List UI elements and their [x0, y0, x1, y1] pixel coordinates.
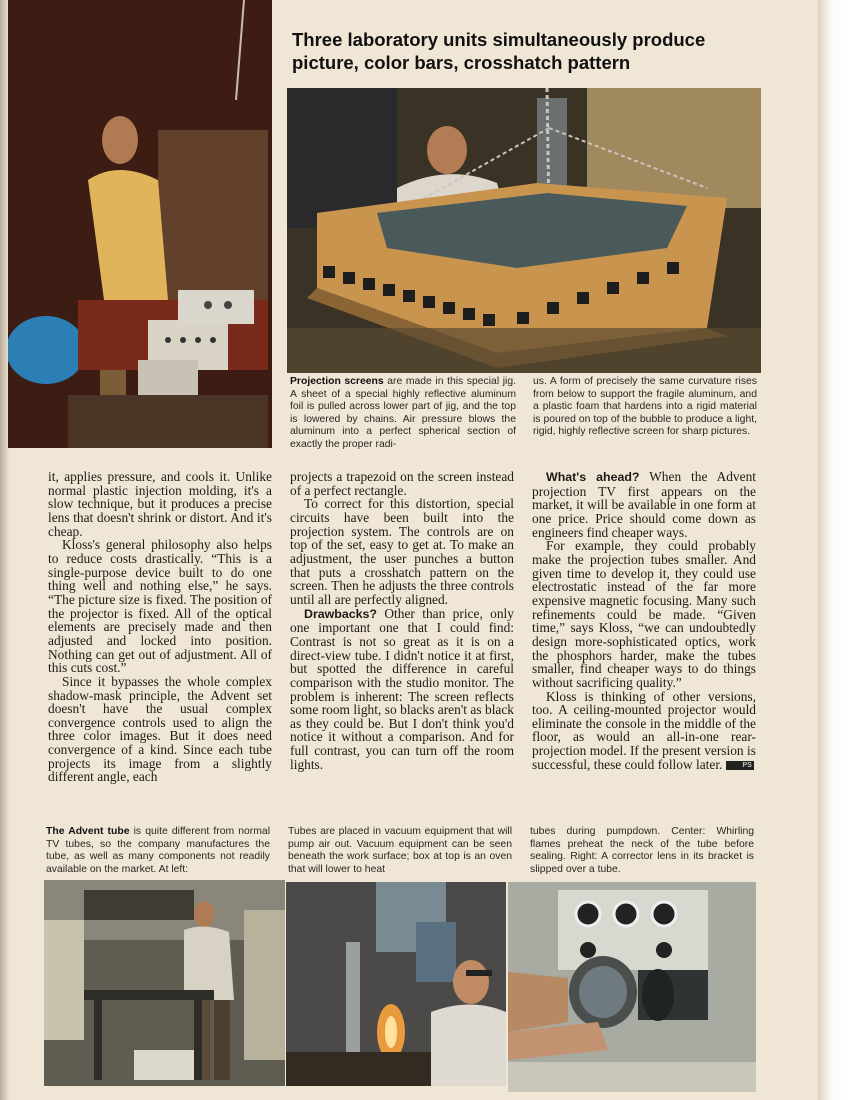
- body-column-3: [532, 470, 756, 771]
- body-col3-para-3-text: Kloss is thinking of other versions, too. A ceiling-mounted projector would eliminate the console in the middle of the floor, as would an all-in-one rear-projection model. If the present version is successful, these could follow later.: [532, 688, 756, 772]
- body-column-1: [48, 470, 272, 784]
- caption-advent-col2: [288, 826, 512, 876]
- caption-projection-lead: Projection screens: [290, 376, 384, 387]
- photo-whirling-flames-art: [286, 882, 506, 1086]
- headline: Three laboratory units simultaneously produce picture, color bars, crosshatch pattern: [292, 29, 706, 73]
- photo-vacuum-equipment: [44, 880, 285, 1086]
- body-col1-para-1: it, applies pressure, and cools it. Unlike normal plastic injection molding, it's a slow technique, but it produces a precise lens that doesn't shrink or distort. And it's cheap.: [48, 469, 272, 539]
- body-col2-para-1: projects a trapezoid on the screen instead of a perfect rectangle.: [290, 469, 514, 498]
- page-edge: [818, 0, 850, 1100]
- caption-advent-col3: [530, 826, 754, 876]
- photo-corrector-lens-art: [508, 882, 756, 1092]
- photo-whirling-flames: [286, 882, 506, 1086]
- caption-projection-col1: [290, 376, 516, 452]
- body-col3-whats-ahead-text: When the Advent projection TV first appears on the market, it will be available in one form at one price. Price should come down as engineers find cheaper ways.: [532, 469, 756, 540]
- subhead-drawbacks: Drawbacks?: [304, 606, 378, 621]
- body-col2-drawbacks: [290, 607, 514, 772]
- body-col1-para-3: Since it bypasses the whole complex shadow-mask principle, the Advent set doesn't have the usual complex convergence controls used to align the three color images. But it does need convergence of a kind. Since each tube projects its image from a slightly different angle, each: [48, 673, 272, 785]
- body-col3-para-2: For example, they could probably make the projection tubes smaller. And given time to develop it, they could use electrostatic instead of the far more expensive magnetic focusing. Many such refinements could be made. “Given time,” says Kloss, “we can undoubtedly design more-sophisticated optics, work the phosphors harder, make the tubes smaller, find cheaper ways to do things without sacrificing quality.”: [532, 538, 756, 690]
- caption-projection-text1: are made in this special jig. A sheet of a special highly reflective aluminum foil is pulled across lower part of jig, and the top is lowered by chains. Air pressure blows the aluminum into a perfect spherical section of exactly the proper radi-: [290, 376, 517, 450]
- caption-projection-col2: [533, 376, 757, 439]
- caption-projection-text2: us. A form of precisely the same curvature rises from below to support the fragile aluminum, and a plastic foam that hardens into a rigid material is poured on top of the bubble to produce a light, rigid, highly reflective screen for sharp pictures.: [533, 376, 757, 438]
- caption-advent-lead: The Advent tube: [46, 826, 130, 837]
- photo-projection-jig-art: [287, 88, 761, 373]
- photo-vacuum-equipment-art: [44, 880, 285, 1086]
- body-col1-para-2: Kloss's general philosophy also helps to reduce costs drastically. “This is a single-purpose device built to do one thing well and nothing else,” he says. “The picture size is fixed. The position of the projector is fixed. All of the optical elements are precisely made and then adjusted and locked into position. Nothing can get out of adjustment. All of this cuts cost.”: [48, 537, 272, 676]
- caption-advent-text3: tubes during pumpdown. Center: Whirling flames preheat the neck of the tube before sealing. Right: A corrector lens in its bracket is slipped over a tube.: [530, 826, 754, 875]
- body-column-2: [290, 470, 514, 771]
- photo-technician-art: [8, 0, 272, 448]
- body-col3-whats-ahead: [532, 470, 756, 539]
- photo-corrector-lens: [508, 882, 756, 1092]
- caption-advent-text2: Tubes are placed in vacuum equipment that will pump air out. Vacuum equipment can be seen beneath the work surface; box at top is an oven that will lower to heat: [288, 826, 512, 875]
- photo-projection-jig: [287, 88, 761, 373]
- body-col3-para-3: [532, 690, 756, 772]
- subhead-whats-ahead: What's ahead?: [546, 470, 640, 484]
- end-mark: PS: [726, 761, 753, 770]
- body-col2-para-2: To correct for this distortion, special circuits have been built into the projection system. The controls are on top of the set, easy to get at. To make an adjustment, the user punches a button that puts a crosshatch pattern on the screen. Then he adjusts the three controls until all are perfectly aligned.: [290, 496, 514, 607]
- caption-advent-text1: is quite different from normal TV tubes, so the company manufactures the tube, as well as many components not readily available on the market. At left:: [46, 826, 271, 875]
- photo-technician: [8, 0, 272, 448]
- body-col2-drawbacks-text: Other than price, only one important one that I could find: Contrast is not so great as it is on a direct-view tube. I didn't notice it at first, but spotted the difference in careful comparison with the studio monitor. The problem is inherent: The screen reflects some room light, so blacks aren't as black as they could be. But I don't think you'd notice it without a comparison. And for full contrast, you can turn off the room lights.: [290, 605, 514, 772]
- caption-advent-col1: [46, 826, 270, 876]
